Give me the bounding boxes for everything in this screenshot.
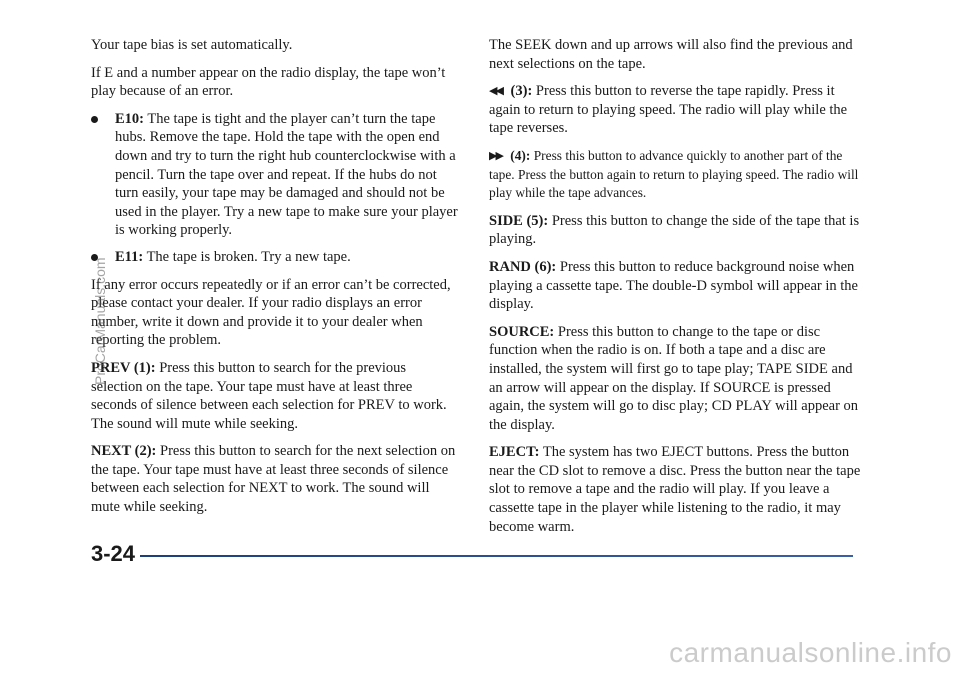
rewind-icon: ◀◀ bbox=[489, 85, 502, 98]
side-term: SIDE (5): bbox=[489, 212, 549, 229]
side-paragraph bbox=[489, 212, 861, 249]
bullet-icon bbox=[91, 116, 98, 123]
error-intro-paragraph: If E and a number appear on the radio display, the tape won’t play because of an error. bbox=[91, 64, 446, 100]
prev-paragraph bbox=[91, 359, 459, 433]
desc-e11: The tape is broken. Try a new tape. bbox=[146, 248, 351, 265]
list-item-e10 bbox=[91, 110, 459, 240]
left-column bbox=[91, 36, 459, 526]
dealer-paragraph: If any error occurs repeatedly or if an error can’t be corrected, please contact your dealer. If your radio displays an error number, write it down and provide it to your dealer when reporting the problem. bbox=[91, 276, 451, 349]
error-code-list bbox=[91, 110, 459, 267]
rand-paragraph bbox=[489, 258, 861, 314]
bottom-watermark: carmanualsonline.info bbox=[669, 637, 952, 668]
page-number: 3-24 bbox=[91, 541, 136, 566]
desc-e10: The tape is tight and the player can’t turn the tape hubs. Remove the tape. Hold the tape with the open end down and try to turn the right hub counterclockwise with a pencil. Turn the tape over and repeat. If the hubs do not turn easily, your tape may be damaged and should not be used in the player. Try a new tape to make sure your player is working properly. bbox=[115, 110, 458, 239]
prev-term: PREV (1): bbox=[91, 359, 156, 376]
footer-rule bbox=[140, 555, 853, 557]
side-text: Press this button to change the side of the tape that is playing. bbox=[489, 212, 860, 248]
rewind-term: (3): bbox=[510, 83, 533, 100]
rewind-paragraph bbox=[489, 82, 861, 138]
fast-forward-paragraph bbox=[489, 147, 861, 203]
source-text: Press this button to change to the tape or disc function when the radio is on. If both a tape and a disc are installed, the system will first go to tape play; TAPE SIDE and an arrow will appear on the display. If SOURCE is pressed again, the system will go to disc play; CD PLAY will appear on the display. bbox=[489, 323, 859, 433]
list-item-e11 bbox=[91, 248, 459, 267]
seek-paragraph: The SEEK down and up arrows will also find the previous and next selections on the tape. bbox=[489, 37, 853, 72]
fast-forward-text: Press this button to advance quickly to another part of the tape. Press the button again to return to playing speed. The radio will play while the tape advances. bbox=[489, 147, 859, 201]
rand-text: Press this button to reduce background noise when playing a cassette tape. The double-D symbol will appear in the display. bbox=[489, 258, 858, 313]
source-term: SOURCE: bbox=[489, 323, 555, 340]
right-column bbox=[489, 36, 861, 545]
source-paragraph bbox=[489, 323, 861, 435]
eject-paragraph bbox=[489, 443, 861, 536]
next-term: NEXT (2): bbox=[91, 443, 157, 460]
rewind-text: Press this button to reverse the tape rapidly. Press it again to return to playing speed. The radio will play while the tape reverses. bbox=[489, 83, 848, 137]
vertical-watermark: ProCarManuals.com bbox=[92, 257, 108, 385]
tape-bias-paragraph: Your tape bias is set automatically. bbox=[91, 37, 293, 53]
next-paragraph bbox=[91, 442, 459, 516]
prev-text: Press this button to search for the previous selection on the tape. Your tape must have at least three seconds of silence between each selection for PREV to work. The sound will mute while seeking. bbox=[91, 359, 447, 432]
next-text: Press this button to search for the next selection on the tape. Your tape must have at least three seconds of silence between each selection for NEXT to work. The sound will mute while seeking. bbox=[91, 443, 456, 516]
fast-forward-term: (4): bbox=[510, 147, 531, 163]
fast-forward-icon: ▶▶ bbox=[489, 149, 502, 162]
eject-text: The system has two EJECT buttons. Press the button near the CD slot to remove a disc. Press the button near the tape slot to remove a tape and the radio will play. If you leave a cassette tape in the player while listening to the radio, it may become warm. bbox=[489, 444, 861, 535]
term-e11: E11: bbox=[115, 248, 144, 265]
eject-term: EJECT: bbox=[489, 444, 540, 461]
rand-term: RAND (6): bbox=[489, 258, 557, 275]
term-e10: E10: bbox=[115, 110, 144, 127]
